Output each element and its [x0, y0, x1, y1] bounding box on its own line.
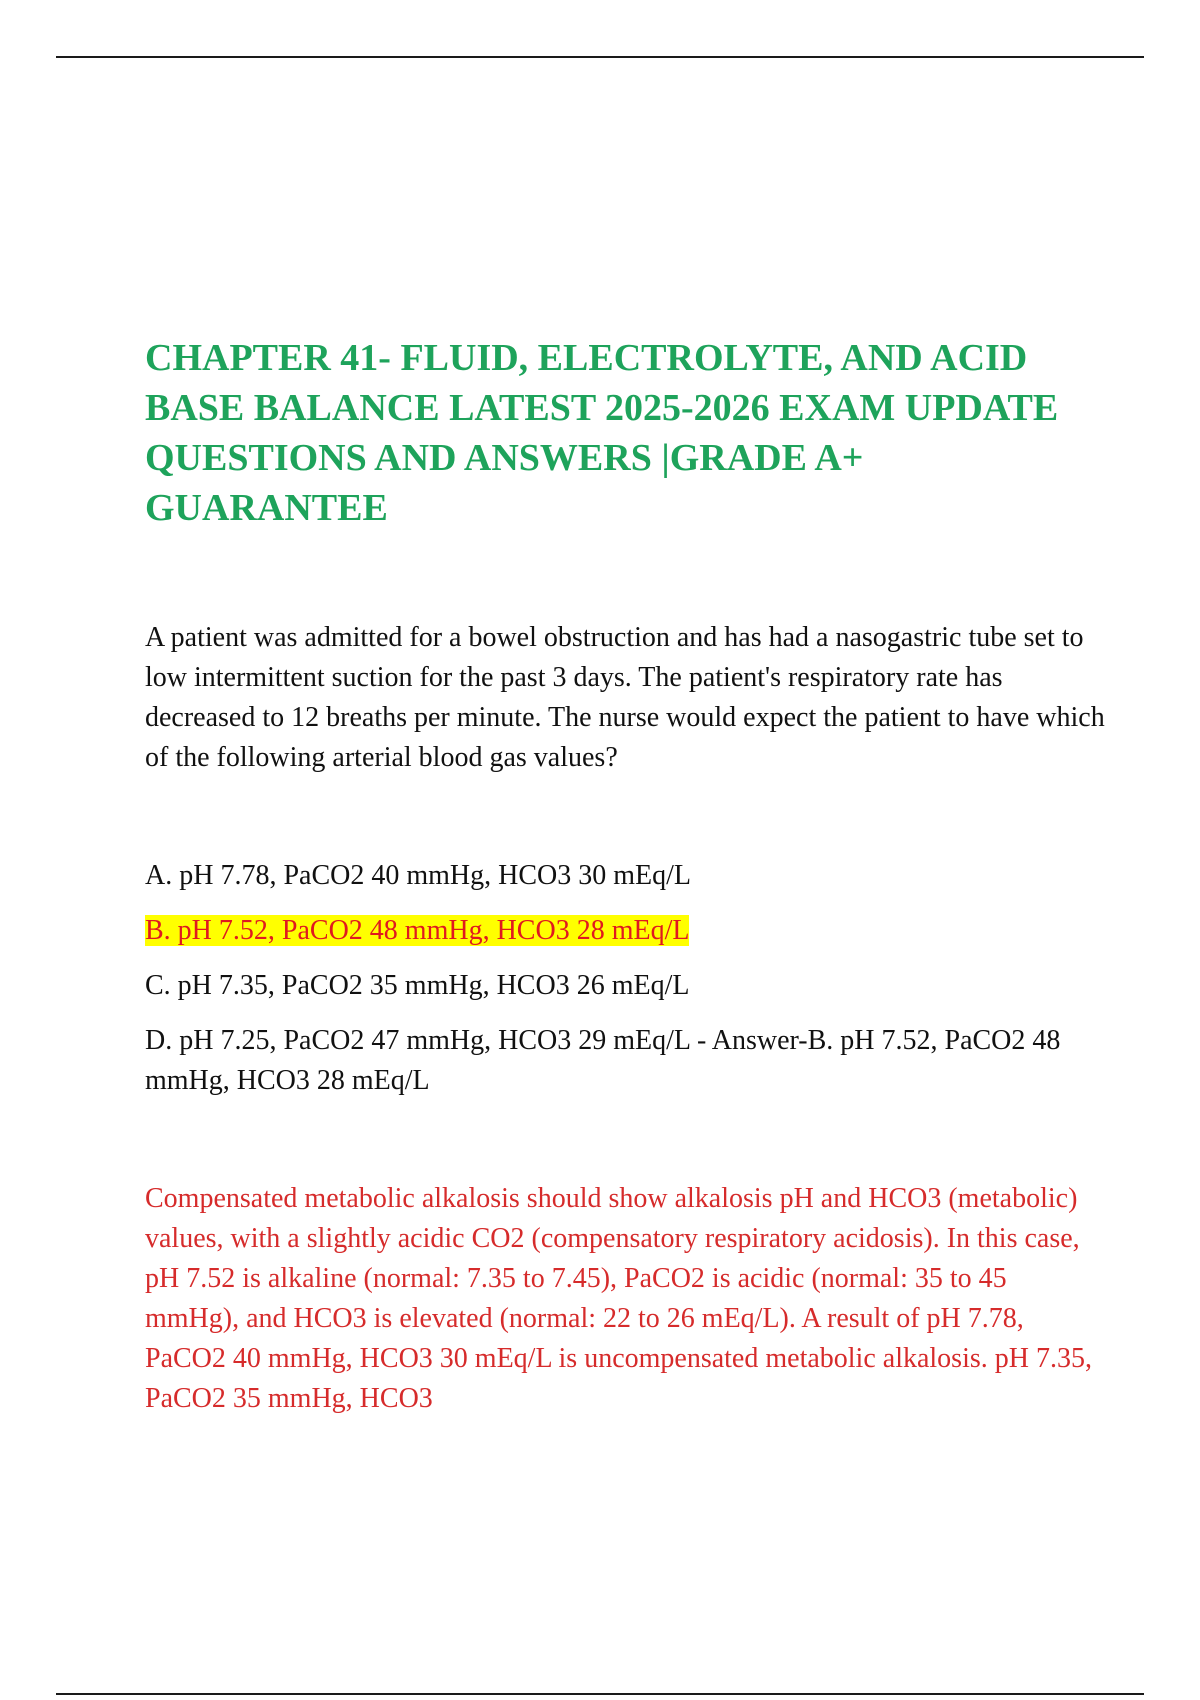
- option-a-text: A. pH 7.78, PaCO2 40 mmHg, HCO3 30 mEq/L: [145, 860, 691, 891]
- option-b-highlighted: [145, 911, 1105, 951]
- option-c: [145, 966, 1105, 1006]
- option-d-text: D. pH 7.25, PaCO2 47 mmHg, HCO3 29 mEq/L - Answer-B. pH 7.52, PaCO2 48 mmHg, HCO3 28 mEq/L: [145, 1025, 1061, 1096]
- answer-options: [145, 856, 1105, 1101]
- option-b-text: B. pH 7.52, PaCO2 48 mmHg, HCO3 28 mEq/L: [145, 915, 690, 946]
- top-rule: [56, 56, 1144, 58]
- option-d: [145, 1021, 1105, 1101]
- answer-explanation: Compensated metabolic alkalosis should show alkalosis pH and HCO3 (metabolic) values, with a slightly acidic CO2 (compensatory respiratory acidosis). In this case, pH 7.52 is alkaline (normal: 7.35 to 7.45), PaCO2 is acidic (normal: 35 to 45 mmHg), and HCO3 is elevated (normal: 22 to 26 mEq/L). A result of pH 7.78, PaCO2 40 mmHg, HCO3 30 mEq/L is uncompensated metabolic alkalosis. pH 7.35, PaCO2 35 mmHg, HCO3: [145, 1183, 1092, 1414]
- bottom-rule: [56, 1693, 1144, 1695]
- option-a: [145, 856, 1105, 896]
- document-body: [145, 333, 1105, 1419]
- option-c-text: C. pH 7.35, PaCO2 35 mmHg, HCO3 26 mEq/L: [145, 970, 690, 1001]
- document-title: CHAPTER 41- FLUID, ELECTROLYTE, AND ACID BASE BALANCE LATEST 2025-2026 EXAM UPDATE QUESTIONS AND ANSWERS |GRADE A+ GUARANTEE: [145, 337, 1068, 529]
- question-text: A patient was admitted for a bowel obstruction and has had a nasogastric tube set to low intermittent suction for the past 3 days. The patient's respiratory rate has decreased to 12 breaths per minute. The nurse would expect the patient to have which of the following arterial blood gas values?: [145, 622, 1105, 773]
